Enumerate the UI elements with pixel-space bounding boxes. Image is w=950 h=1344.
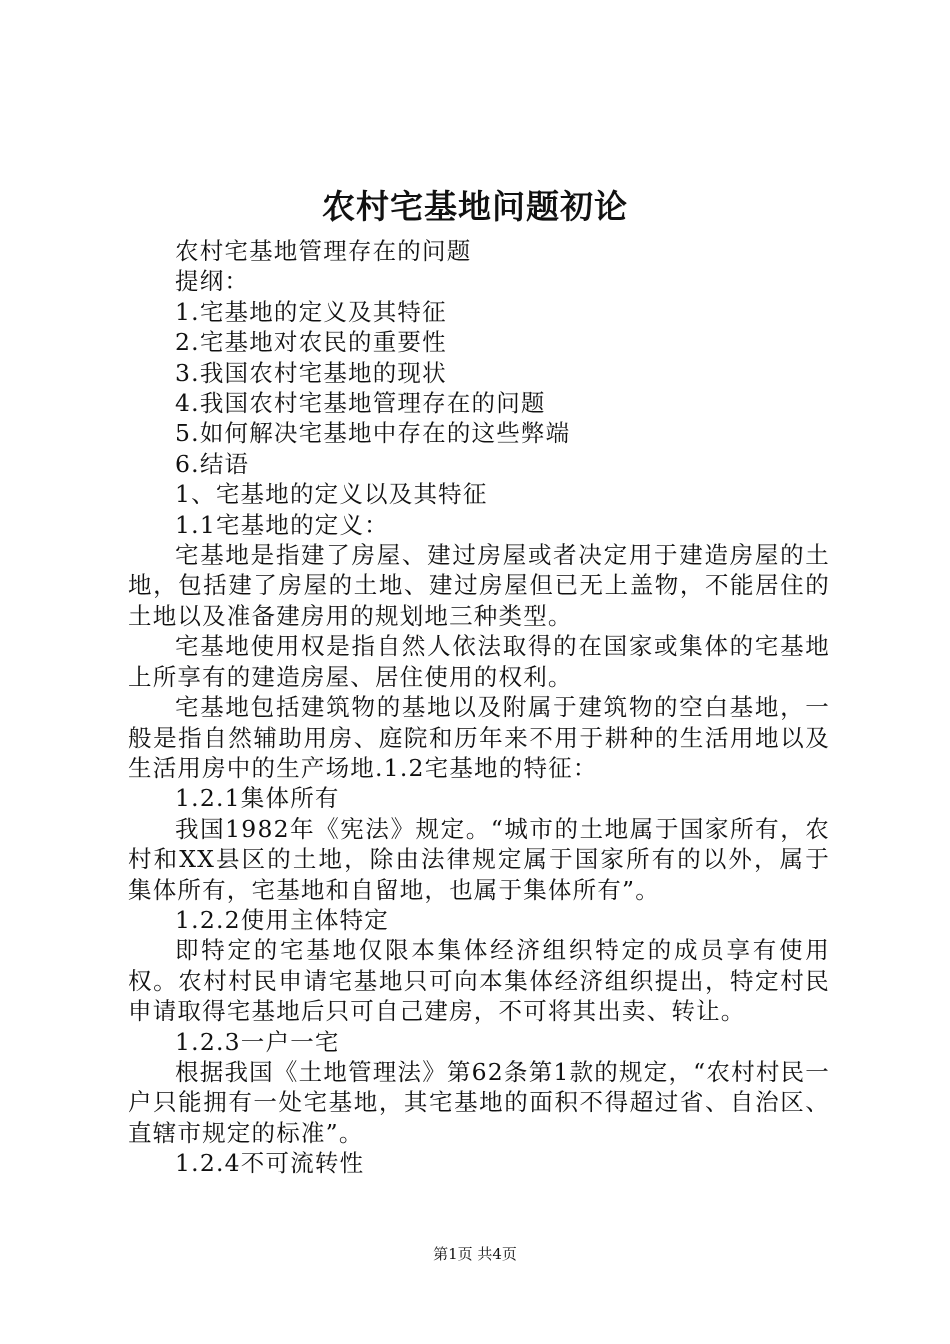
paragraph: 农村宅基地管理存在的问题 [175, 237, 472, 265]
subsection-heading: 1.1宅基地的定义： [175, 510, 389, 539]
outline-item: 4.我国农村宅基地管理存在的问题 [175, 389, 546, 418]
paragraph: 即特定的宅基地仅限本集体经济组织特定的成员享有使用权。农村村民申请宅基地只可向本集体经济组织提出，特定村民申请取得宅基地后只可自己建房，不可将其出卖、转让。 [128, 936, 830, 1026]
paragraph: 提纲： [175, 267, 250, 296]
paragraph: 宅基地使用权是指自然人依法取得的在国家或集体的宅基地上所享有的建造房屋、居住使用的权利。 [128, 632, 830, 691]
outline-item: 1.宅基地的定义及其特征 [175, 297, 447, 326]
document-title: 农村宅基地问题初论 [322, 187, 628, 226]
paragraph: 宅基地包括建筑物的基地以及附属于建筑物的空白基地，一般是指自然辅助用房、庭院和历年来不用于耕种的生活用地以及生活用房中的生产场地.1.2宅基地的特征： [128, 693, 830, 782]
paragraph: 我国1982年《宪法》规定。“城市的土地属于国家所有，农村和XX县区的土地，除由法律规定属于国家所有的以外，属于集体所有，宅基地和自留地，也属于集体所有”。 [128, 814, 830, 904]
document-body [128, 236, 830, 1179]
section-heading: 1、宅基地的定义以及其特征 [175, 480, 488, 509]
subsection-heading: 1.2.4不可流转性 [175, 1149, 365, 1178]
paragraph: 根据我国《土地管理法》第62条第1款的规定，“农村村民一户只能拥有一处宅基地，其宅基地的面积不得超过省、自治区、直辖市规定的标准”。 [128, 1057, 830, 1147]
outline-item: 3.我国农村宅基地的现状 [175, 358, 447, 387]
subsection-heading: 1.2.2使用主体特定 [175, 905, 389, 934]
paragraph: 宅基地是指建了房屋、建过房屋或者决定用于建造房屋的土地，包括建了房屋的土地、建过房屋但已无上盖物，不能居住的土地以及准备建房用的规划地三种类型。 [128, 541, 830, 630]
subsection-heading: 1.2.3一户一宅 [175, 1027, 340, 1056]
subsection-heading: 1.2.1集体所有 [175, 784, 340, 813]
outline-item: 6.结语 [175, 449, 250, 478]
outline-item: 2.宅基地对农民的重要性 [175, 328, 447, 357]
page-footer: 第1页 共4页 [433, 1245, 517, 1263]
outline-item: 5.如何解决宅基地中存在的这些弊端 [175, 419, 571, 448]
